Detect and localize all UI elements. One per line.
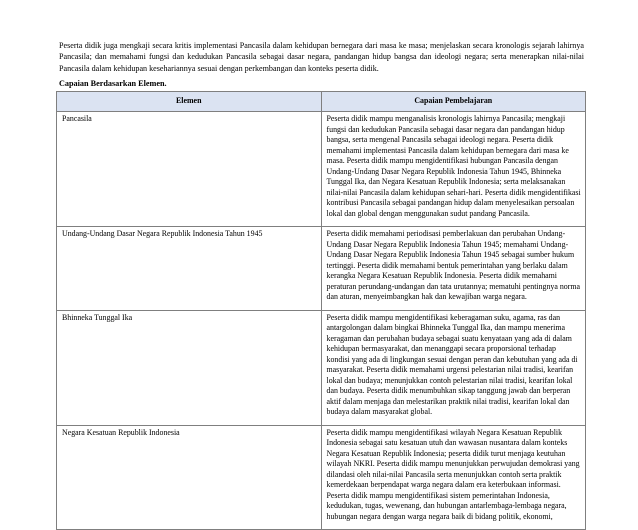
elemen-cell: Undang-Undang Dasar Negara Republik Indonesia Tahun 1945: [57, 227, 322, 311]
capaian-cell: Peserta didik memahami periodisasi pemberlakuan dan perubahan Undang-Undang Dasar Negara Republik Indonesia Tahun 1945; memahami Undang-Undang Dasar Negara Republik Indonesia Tahun 1945 sebagai sumber hukum tertinggi. Peserta didik memahami bentuk pemerintahan yang berlaku dalam kerangka Negara Kesatuan Republik Indonesia. Peserta didik memahami peraturan perundang-undangan dan tata urutannya; mematuhi pentingnya norma dan aturan, menyeimbangkan hak dan kewajiban warga negara.: [321, 227, 586, 311]
header-elemen: Elemen: [57, 92, 322, 112]
elemen-cell: Pancasila: [57, 112, 322, 227]
table-row: [57, 425, 586, 530]
capaian-cell: Peserta didik mampu mengidentifikasi keberagaman suku, agama, ras dan antargolongan dalam bingkai Bhinneka Tunggal Ika, dan mampu menerima keragaman dan perubahan budaya sebagai suatu kenyataan yang ada di dalam kehidupan bermasyarakat, dan menanggapi secara proporsional terhadap kondisi yang ada di lingkungan sesuai dengan peran dan kebutuhan yang ada di masyarakat. Peserta didik memahami urgensi pelestarian nilai tradisi, kearifan lokal dan budaya; menunjukkan contoh pelestarian nilai tradisi, kearifan lokal dan budaya. Peserta didik menumbuhkan sikap tanggung jawab dan berperan aktif dalam menjaga dan melestarikan praktik nilai tradisi, kearifan lokal dan budaya dalam masyarakat global.: [321, 310, 586, 425]
intro-paragraph: Peserta didik juga mengkaji secara kritis implementasi Pancasila dalam kehidupan bernegara dari masa ke masa; menjelaskan secara kronologis sejarah lahirnya Pancasila; dan memahami fungsi dan kedudukan Pancasila sebagai dasar negara, pandangan hidup bangsa dan ideologi negara; serta menerapkan nilai-nilai Pancasila dalam kehidupan kesehariannya sesuai dengan perkembangan dan konteks peserta didik.: [59, 41, 584, 73]
elemen-cell: Bhinneka Tunggal Ika: [57, 310, 322, 425]
section-heading: Capaian Berdasarkan Elemen.: [59, 79, 167, 88]
table-header-row: [57, 92, 586, 112]
capaian-table: [56, 91, 586, 530]
table-row: [57, 112, 586, 227]
capaian-cell: Peserta didik mampu mengidentifikasi wilayah Negara Kesatuan Republik Indonesia sebagai satu kesatuan utuh dan wawasan nusantara dalam konteks Negara Kesatuan Republik Indonesia; peserta didik turut menjaga keutuhan wilayah NKRI. Peserta didik mampu menunjukkan perwujudan demokrasi yang dilandasi oleh nilai-nilai Pancasila serta menunjukkan contoh serta praktik kemerdekaan berpendapat warga negara dalam era keterbukaan informasi. Peserta didik mampu mengidentifikasi sistem pemerintahan Indonesia, kedudukan, tugas, wewenang, dan hubungan antarlembaga-lembaga negara, hubungan negara dengan warga negara baik di bidang politik, ekonomi,: [321, 425, 586, 530]
capaian-cell: Peserta didik mampu menganalisis kronologis lahirnya Pancasila; mengkaji fungsi dan kedudukan Pancasila sebagai dasar negara dan pandangan hidup bangsa, serta mengenal Pancasila sebagai ideologi negara. Peserta didik memahami implementasi Pancasila dalam kehidupan bernegara dari masa ke masa. Peserta didik mampu mengidentifikasi hubungan Pancasila dengan Undang-Undang Dasar Negara Republik Indonesia Tahun 1945, Bhinneka Tunggal Ika, dan Negara Kesatuan Republik Indonesia; serta melaksanakan nilai-nilai Pancasila dalam kehidupan sehari-hari. Peserta didik mengidentifikasi kontribusi Pancasila sebagai pandangan hidup dalam menyelesaikan persoalan lokal dan global dengan menggunakan sudut pandang Pancasila.: [321, 112, 586, 227]
header-capaian: Capaian Pembelajaran: [321, 92, 586, 112]
table-row: [57, 310, 586, 425]
elemen-cell: Negara Kesatuan Republik Indonesia: [57, 425, 322, 530]
table-row: [57, 227, 586, 311]
